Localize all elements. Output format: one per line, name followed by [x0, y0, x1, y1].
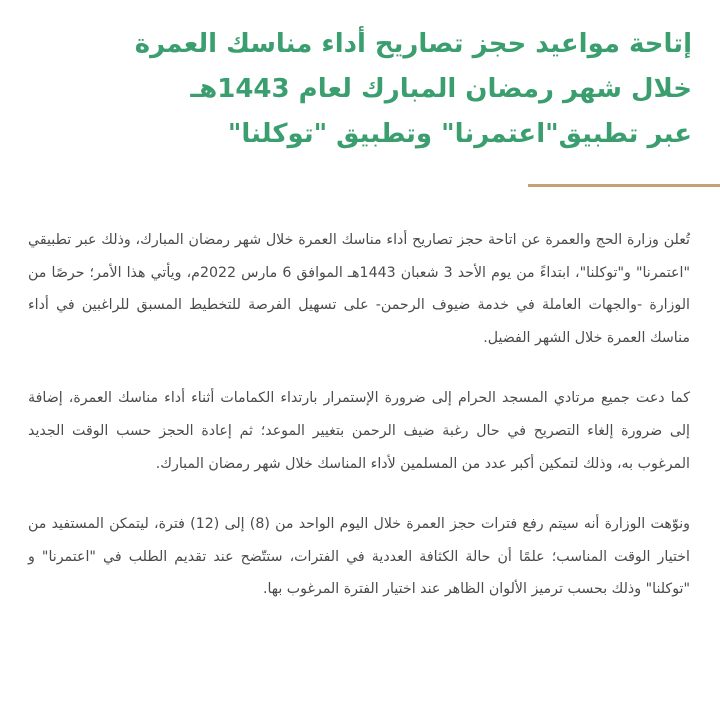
- article-paragraph: تُعلن وزارة الحج والعمرة عن اتاحة حجز تصاريح أداء مناسك العمرة خلال شهر رمضان المبارك، وذلك عبر تطبيقي "اعتمرنا" و"توكلنا"، ابتداءً من يوم الأحد 3 شعبان 1443هـ الموافق 6 مارس 2022م، ويأتي هذا الأمر؛ حرصًا من الوزارة -والجهات العاملة في خدمة ضيوف الرحمن- على تسهيل الفرصة للتخطيط المسبق للراغبين في أداء مناسك العمرة خلال الشهر الفضيل.: [28, 232, 690, 346]
- headline-line-2: خلال شهر رمضان المبارك لعام 1443هـ: [190, 74, 692, 104]
- headline-line-3: عبر تطبيق"اعتمرنا" وتطبيق "توكلنا": [227, 119, 692, 149]
- section-divider: [528, 184, 720, 187]
- headline-line-1: إتاحة مواعيد حجز تصاريح أداء مناسك العمرة: [134, 29, 692, 59]
- headline: [32, 22, 692, 157]
- article-paragraph: كما دعت جميع مرتادي المسجد الحرام إلى ضرورة الإستمرار بارتداء الكمامات أثناء أداء مناسك العمرة، إضافة إلى ضرورة إلغاء التصريح في حال رغبة ضيف الرحمن بتغيير الموعد؛ ثم إعادة الحجز حسب الوقت الجديد المرغوب به، وذلك لتمكين أكبر عدد من المسلمين لأداء المناسك خلال شهر رمضان المبارك.: [28, 390, 690, 472]
- article-body: [28, 224, 690, 606]
- article-paragraph: ونوّهت الوزارة أنه سيتم رفع فترات حجز العمرة خلال اليوم الواحد من (8) إلى (12) فترة، ليتمكن المستفيد من اختيار الوقت المناسب؛ علمًا أن حالة الكثافة العددية في الفترات، ستتّضح عند تقديم الطلب في "اعتمرنا" و "توكلنا" وذلك بحسب ترميز الألوان الظاهر عند اختيار الفترة المرغوب بها.: [28, 516, 690, 598]
